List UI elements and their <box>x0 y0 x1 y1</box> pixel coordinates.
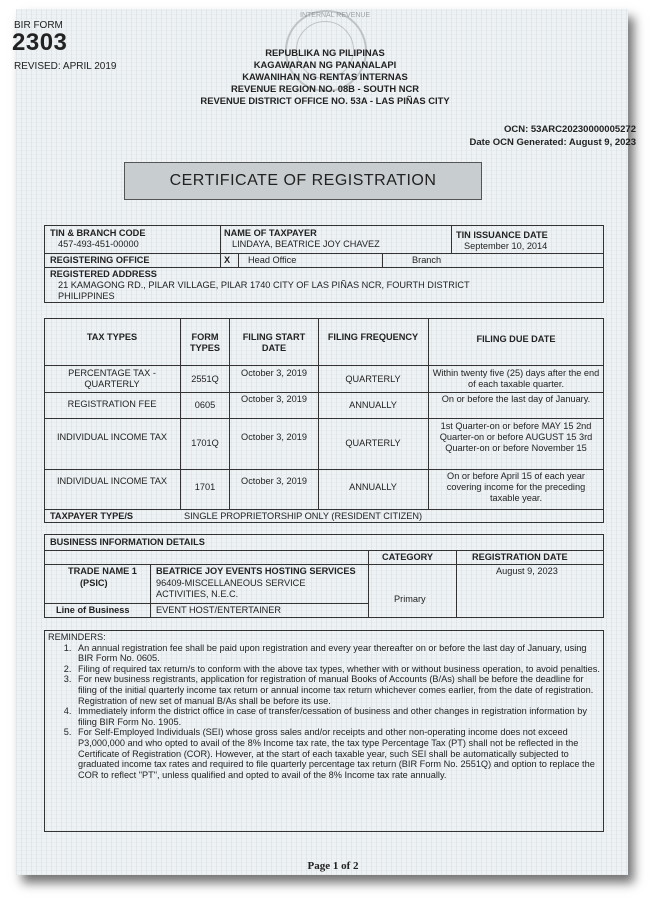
taxpayer-name: LINDAYA, BEATRICE JOY CHAVEZ <box>232 239 380 249</box>
address-line2: PHILIPPINES <box>58 291 115 301</box>
header-line2: KAGAWARAN NG PANANALAPI <box>253 59 397 70</box>
registration-date-value: August 9, 2023 <box>496 566 558 576</box>
reminder-item: 5. For Self-Employed Individuals (SEI) whose gross sales and/or receipts and other non-operating income does not exceed P3,000,000 and who opted to avail of the 8% Income tax rate, the tax type Percentage Tax (PT) shall not be reflected in the Certificate of Registration (COR). However, at the start of each taxable year, such SEI shall be automatically subjected to graduated income tax rates and required to file quarterly percentage tax return (BIR Form No. 2551Q) and option to replace the COR to reflect "PT", unless qualified and opted to avail of the 8% Income tax rate annually. <box>74 727 600 780</box>
psic-line2: ACTIVITIES, N.E.C. <box>156 589 239 599</box>
table-row-3-start: October 3, 2019 <box>241 432 307 442</box>
col-filing-due: FILING DUE DATE <box>476 334 556 344</box>
table-row-4-start: October 3, 2019 <box>241 476 307 486</box>
header-line4: REVENUE REGION NO. 08B - SOUTH NCR <box>230 83 420 94</box>
form-revised: REVISED: APRIL 2019 <box>14 61 117 72</box>
table-row-2-due: On or before the last day of January. <box>441 394 591 404</box>
head-office-mark: X <box>224 255 231 265</box>
address-label: REGISTERED ADDRESS <box>50 269 157 279</box>
reminder-item: 2. Filing of required tax return/s to conform with the above tax types, whether with or without business operation, to avoid penalties. <box>74 664 600 675</box>
table-row-2-start: October 3, 2019 <box>241 394 307 404</box>
tin-label: TIN & BRANCH CODE <box>50 228 146 238</box>
line-of-business-label: Line of Business <box>56 605 130 615</box>
header-line3: KAWANIHAN NG RENTAS INTERNAS <box>242 71 408 82</box>
ocn-number: OCN: 53ARC20230000005272 <box>503 124 636 135</box>
reminder-item: 1. An annual registration fee shall be paid upon registration and every year thereafter on or before the last day of January, using BIR Form No. 0605. <box>74 643 600 664</box>
taxpayer-type-label: TAXPAYER TYPE/S <box>50 511 134 521</box>
form-number: 2303 <box>12 29 68 56</box>
registration-date-label: REGISTRATION DATE <box>472 552 568 562</box>
page-number: Page 1 of 2 <box>307 860 359 872</box>
certificate-title: CERTIFICATE OF REGISTRATION <box>124 162 482 200</box>
table-row-4-due: On or before April 15 of each year covering income for the preceding taxable year. <box>446 471 586 503</box>
registering-office-label: REGISTERING OFFICE <box>50 255 150 265</box>
taxpayer-type-value: SINGLE PROPRIETORSHIP ONLY (RESIDENT CITIZEN) <box>184 511 423 521</box>
psic-label: (PSIC) <box>80 578 108 588</box>
table-row-1-freq: QUARTERLY <box>345 374 401 384</box>
table-row-1-type: PERCENTAGE TAX - QUARTERLY <box>68 368 156 389</box>
trade-name-label: TRADE NAME 1 <box>68 566 137 576</box>
reminder-item: 3. For new business registrants, application for registration of manual Books of Accounts (B/As) shall be before the deadline for filing of the initial quarterly income tax return or annual income tax return whichever comes earlier, from the date of registration. Registration of new set of manual B/As shall be before its use. <box>74 674 600 706</box>
reminders <box>48 632 600 780</box>
table-row-1-due: Within twenty five (25) days after the end of each taxable quarter. <box>432 368 600 389</box>
table-row-1-start: October 3, 2019 <box>241 368 307 378</box>
table-row-2-type: REGISTRATION FEE <box>67 399 157 409</box>
reminders-title: REMINDERS: <box>48 632 106 642</box>
psic-line1: 96409-MISCELLANEOUS SERVICE <box>156 578 306 588</box>
address-line1: 21 KAMAGONG RD., PILAR VILLAGE, PILAR 1740 CITY OF LAS PIÑAS NCR, FOURTH DISTRICT <box>58 280 470 290</box>
table-row-1-form: 2551Q <box>191 374 219 384</box>
col-form-types: FORM TYPES <box>189 332 221 353</box>
table-row-4-freq: ANNUALLY <box>349 482 397 492</box>
tin-value: 457-493-451-00000 <box>58 239 139 249</box>
form-label: BIR FORM <box>14 20 63 31</box>
branch-label: Branch <box>412 255 442 265</box>
header-line5: REVENUE DISTRICT OFFICE NO. 53A - LAS PIÑAS CITY <box>200 95 450 106</box>
head-office-label: Head Office <box>248 255 297 265</box>
line-of-business-value: EVENT HOST/ENTERTAINER <box>156 605 282 615</box>
taxpayer-name-label: NAME OF TAXPAYER <box>224 228 317 238</box>
table-row-2-form: 0605 <box>194 400 216 410</box>
table-row-4-form: 1701 <box>194 482 216 492</box>
table-row-4-type: INDIVIDUAL INCOME TAX <box>56 476 168 486</box>
issuance-label: TIN ISSUANCE DATE <box>456 230 548 240</box>
seal-text: INTERNAL REVENUE <box>300 12 371 19</box>
col-tax-types: TAX TYPES <box>86 332 138 342</box>
category-value: Primary <box>394 594 426 604</box>
trade-name-value: BEATRICE JOY EVENTS HOSTING SERVICES <box>156 566 356 576</box>
table-row-3-freq: QUARTERLY <box>345 438 401 448</box>
reminder-item: 4. Immediately inform the district office in case of transfer/cessation of business and other changes in registration information by filing BIR Form No. 1905. <box>74 706 600 727</box>
table-row-2-freq: ANNUALLY <box>349 400 397 410</box>
table-row-3-form: 1701Q <box>191 438 219 448</box>
col-filing-start: FILING START DATE <box>242 332 306 353</box>
business-section-label: BUSINESS INFORMATION DETAILS <box>50 537 205 547</box>
header-line1: REPUBLIKA NG PILIPINAS <box>265 47 385 58</box>
col-filing-frequency: FILING FREQUENCY <box>327 332 419 342</box>
issuance-date: September 10, 2014 <box>464 241 548 251</box>
category-label: CATEGORY <box>382 552 434 562</box>
table-row-3-type: INDIVIDUAL INCOME TAX <box>56 432 168 442</box>
table-row-3-due: 1st Quarter-on or before MAY 15 2nd Quarter-on or before AUGUST 15 3rd Quarter-on or before November 15 <box>439 421 593 453</box>
ocn-date: Date OCN Generated: August 9, 2023 <box>469 137 636 148</box>
